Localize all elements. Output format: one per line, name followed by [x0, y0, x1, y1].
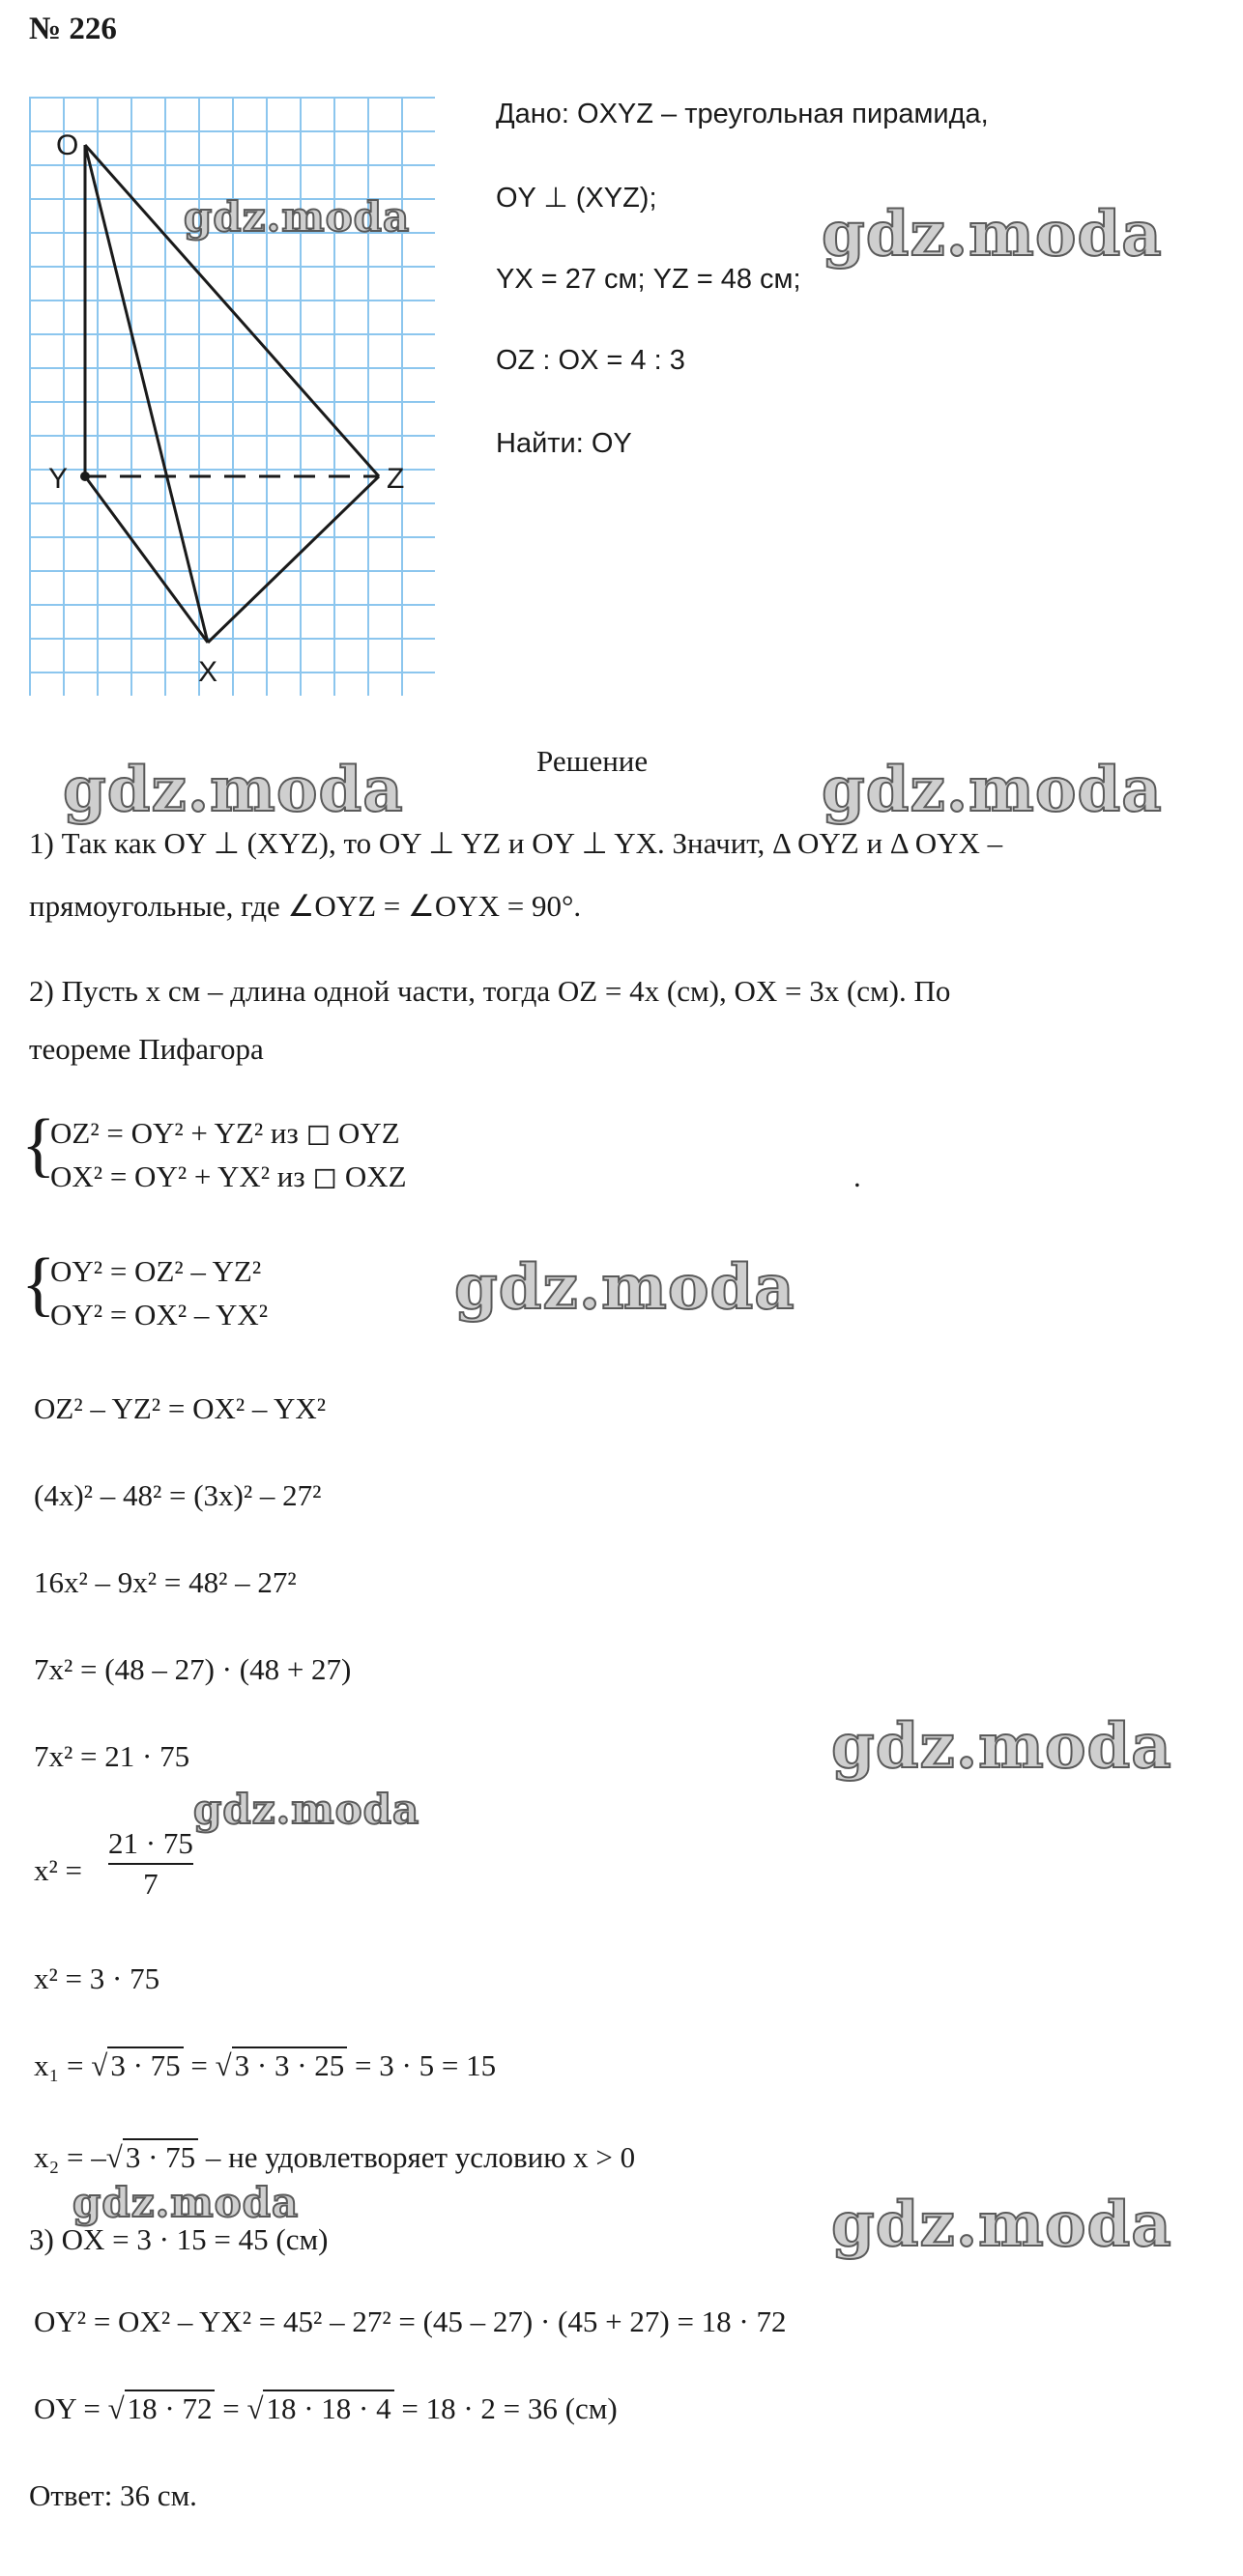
equation-2: (4x)² – 48² = (3x)² – 27² — [34, 1478, 322, 1512]
sqrt-sign-4: √ — [107, 2391, 125, 2425]
oy-result: = 18 · 2 = 36 (см) — [393, 2391, 618, 2425]
label-o: O — [56, 129, 79, 161]
watermark: gdz.moda — [822, 754, 1163, 826]
fraction-numerator: 21 · 75 — [108, 1826, 193, 1860]
equation-7: x² = 3 · 75 — [34, 1961, 160, 1995]
given-line-2: OY ⊥ (XYZ); — [496, 183, 657, 214]
x2-left: x₂ = – — [34, 2140, 106, 2174]
system1-eq-b: OX² = OY² + YX² из ◻ OXZ — [50, 1159, 407, 1193]
equation-11 — [34, 2391, 618, 2426]
step2-line2: теореме Пифагора — [29, 1032, 264, 1066]
solution-title: Решение — [536, 744, 649, 778]
system1-brace: { — [21, 1105, 56, 1185]
oy-left: OY = — [34, 2391, 108, 2425]
sqrt-sign-1: √ — [91, 2048, 108, 2082]
answer: Ответ: 36 см. — [29, 2478, 197, 2512]
equation-5: 7x² = 21 · 75 — [34, 1739, 190, 1773]
pyramid-figure — [0, 0, 445, 715]
equation-6-left: x² = — [34, 1853, 83, 1887]
watermark: gdz.moda — [72, 2179, 300, 2226]
x1-eq: = — [183, 2048, 216, 2082]
watermark: gdz.moda — [831, 2189, 1172, 2261]
edge-yx — [85, 476, 208, 643]
x1-result: = 3 · 5 = 15 — [347, 2048, 497, 2082]
given-line-5: Найти: OY — [496, 428, 632, 459]
oy-eq: = — [215, 2391, 247, 2425]
equation-3: 16x² – 9x² = 48² – 27² — [34, 1565, 297, 1599]
equation-8 — [34, 2048, 496, 2083]
watermark: gdz.moda — [193, 1786, 420, 1833]
system2-brace: { — [21, 1245, 56, 1324]
edge-zx — [208, 476, 379, 643]
equation-1: OZ² – YZ² = OX² – YX² — [34, 1391, 327, 1425]
given-line-1: Дано: OXYZ – треугольная пирамида, — [496, 99, 989, 129]
watermark: gdz.moda — [184, 193, 411, 241]
system1-eq-a: OZ² = OY² + YZ² из ◻ OYZ — [50, 1116, 400, 1150]
equation-9 — [34, 2140, 635, 2175]
sqrt-sign-2: √ — [215, 2048, 232, 2082]
sqrt-sign-5: √ — [246, 2391, 264, 2425]
watermark: gdz.moda — [822, 198, 1163, 271]
step2-line1: 2) Пусть x см – длина одной части, тогда OZ = 4x (см), OX = 3x (см). По — [29, 974, 951, 1008]
task-number: № 226 — [29, 12, 117, 46]
equation-10: OY² = OX² – YX² = 45² – 27² = (45 – 27) · (45 + 27) = 18 · 72 — [34, 2304, 787, 2338]
label-y: Y — [48, 463, 69, 495]
label-x: X — [198, 656, 218, 688]
step1-line2: прямоугольные, где ∠OYZ = ∠OYX = 90°. — [29, 889, 582, 923]
x1-radicand-1: 3 · 75 — [107, 2046, 183, 2082]
equation-6-fraction — [108, 1826, 193, 1902]
oy-radicand-2: 18 · 18 · 4 — [263, 2390, 393, 2425]
step1-line1: 1) Так как OY ⊥ (XYZ), то OY ⊥ YZ и OY ⊥ YX. Значит, Δ OYZ и Δ OYX – — [29, 826, 1003, 860]
x2-note: – не удовлетворяет условию x > 0 — [198, 2140, 636, 2174]
equation-4: 7x² = (48 – 27) · (48 + 27) — [34, 1652, 352, 1686]
given-line-4: OZ : OX = 4 : 3 — [496, 345, 685, 376]
system2-eq-b: OY² = OX² – YX² — [50, 1298, 269, 1331]
sqrt-sign-3: √ — [105, 2140, 123, 2174]
step3: 3) OX = 3 · 15 = 45 (см) — [29, 2222, 329, 2256]
given-line-3: YX = 27 см; YZ = 48 см; — [496, 264, 801, 295]
fraction-denominator: 7 — [143, 1867, 159, 1901]
point-y — [80, 472, 90, 481]
system1-dot: . — [853, 1159, 861, 1193]
system2-eq-a: OY² = OZ² – YZ² — [50, 1254, 262, 1288]
oy-radicand-1: 18 · 72 — [125, 2390, 216, 2425]
x1-radicand-2: 3 · 3 · 25 — [232, 2046, 348, 2082]
watermark: gdz.moda — [454, 1251, 795, 1324]
fraction-bar — [108, 1863, 193, 1865]
watermark: gdz.moda — [63, 754, 404, 826]
watermark: gdz.moda — [831, 1710, 1172, 1783]
label-z: Z — [387, 463, 405, 495]
x2-radicand: 3 · 75 — [123, 2138, 198, 2174]
x1-left: x₁ = — [34, 2048, 92, 2082]
